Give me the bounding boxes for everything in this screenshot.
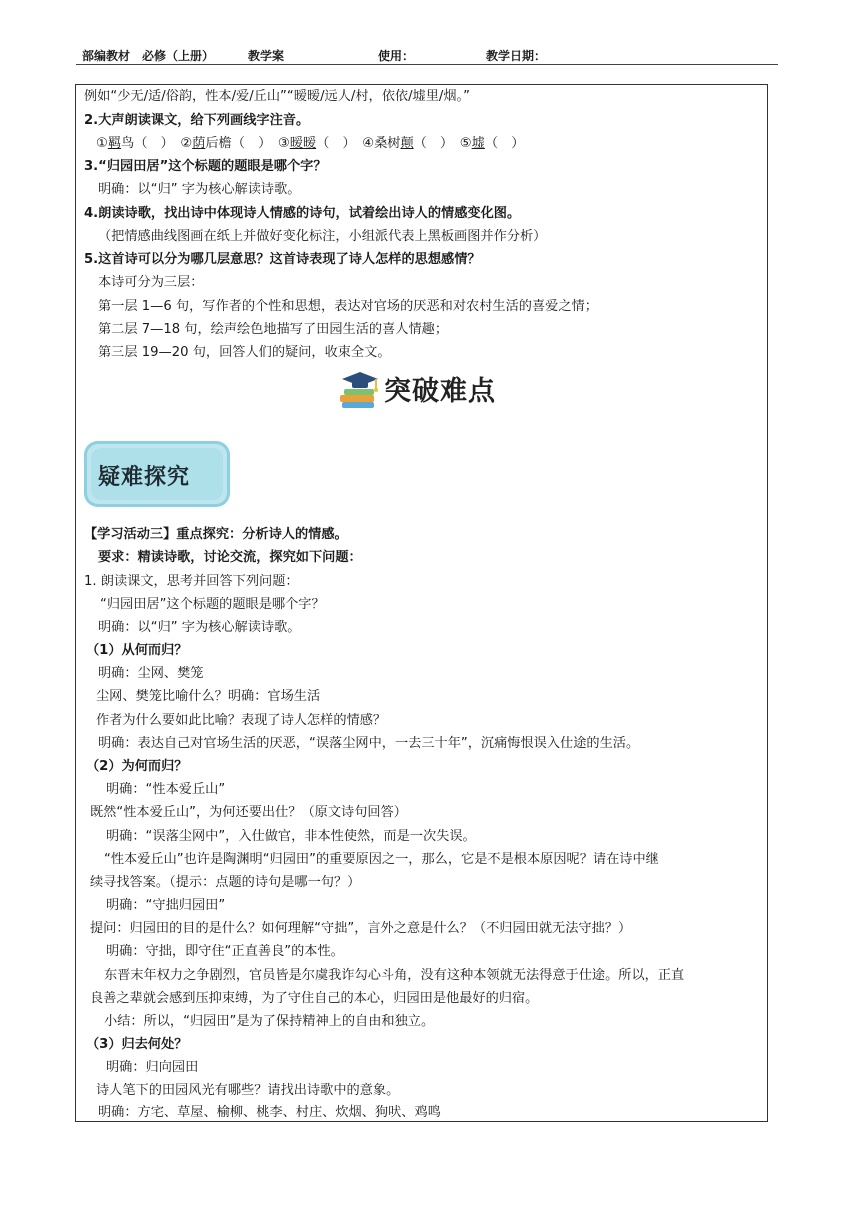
- part-1-answer: 明确：以“归” 字为核心解读诗歌。: [98, 620, 301, 635]
- header-rule: [76, 64, 778, 65]
- activity-3-title: 【学习活动三】重点探究：分析诗人的情感。: [84, 527, 348, 542]
- section-2-answer-2: 明确：“误落尘网中”，入仕做官，非本性使然，而是一次失误。: [106, 829, 476, 844]
- page-header: [82, 44, 778, 64]
- header-book: 部编教材: [82, 49, 131, 63]
- section-2-question-3-line-1: “性本爱丘山”也许是陶渊明“归园田”的重要原因之一，那么，它是不是根本原因呢？请在诗中继: [104, 852, 659, 867]
- part-1: 1. 朗读课文，思考并回答下列问题：: [84, 574, 299, 589]
- question-5-answer-a: 本诗可分为三层：: [98, 275, 204, 290]
- section-2-paragraph-line-1: 东晋末年权力之争剧烈，官员皆是尔虞我诈勾心斗角，没有这种本领就无法得意于仕途。所以，正直: [104, 968, 685, 983]
- section-1-answer-3: 明确：表达自己对官场生活的厌恶，“误落尘网中，一去三十年”，沉痛悔恨误入仕途的生活。: [98, 736, 640, 751]
- question-2: 2.大声朗读课文，给下列画线字注音。: [84, 113, 310, 128]
- section-3-question-2: 诗人笔下的田园风光有哪些？请找出诗歌中的意象。: [96, 1083, 400, 1098]
- question-2-options: ①羁鸟（ ） ②荫后檐（ ） ③暧暧（ ） ④桑树颠（ ） ⑤墟（ ）: [96, 136, 525, 151]
- question-3-answer: 明确：以“归” 字为核心解读诗歌。: [98, 182, 301, 197]
- section-1-answer: 明确：尘网、樊笼: [98, 666, 204, 681]
- section-2-paragraph-line-2: 良善之辈就会感到压抑束缚，为了守住自己的本心，归园田是他最好的归宿。: [90, 991, 539, 1006]
- section-1-title: （1）从何而归？: [86, 643, 188, 658]
- section-tag-label: 疑难探究: [98, 465, 191, 490]
- part-1-question: “归园田居”这个标题的题眼是哪个字？: [100, 597, 325, 612]
- question-5-answer-d: 第三层 19—20 句，回答人们的疑问，收束全文。: [98, 345, 391, 360]
- section-3-title: （3）归去何处？: [86, 1037, 188, 1052]
- question-3: 3.“归园田居”这个标题的题眼是哪个字？: [84, 159, 327, 174]
- section-2-answer-3: 明确：“守拙归园田”: [106, 898, 226, 913]
- section-1-question-2: 尘网、樊笼比喻什么？明确：官场生活: [96, 689, 321, 704]
- question-5-answer-b: 第一层 1—6 句，写作者的个性和思想，表达对官场的厌恶和对农村生活的喜爱之情；: [98, 299, 598, 314]
- section-2-answer: 明确：“性本爱丘山”: [106, 782, 226, 797]
- header-doc-type: 教学案: [248, 49, 285, 63]
- header-volume: 必修（上册）: [142, 49, 215, 63]
- example-line: 例如“少无/适/俗韵，性本/爱/丘山”“暧暧/远人/村，依依/墟里/烟。”: [84, 89, 470, 104]
- activity-3-requirement: 要求：精读诗歌，讨论交流，探究如下问题：: [98, 550, 362, 565]
- section-1-question-3: 作者为什么要如此比喻？表现了诗人怎样的情感？: [96, 713, 387, 728]
- section-3-answer: 明确：归向园田: [106, 1060, 199, 1075]
- section-banner: [336, 365, 506, 413]
- section-2-question-4: 提问：归园田的目的是什么？如何理解“守拙”，言外之意是什么？（不归园田就无法守拙？）: [90, 921, 632, 936]
- header-date-label: 教学日期：: [486, 49, 547, 63]
- section-2-question-2: 既然“性本爱丘山”，为何还要出仕？（原文诗句回答）: [90, 805, 407, 820]
- header-use-label: 使用：: [378, 49, 415, 63]
- question-5: 5.这首诗可以分为哪几层意思？这首诗表现了诗人怎样的思想感情？: [84, 252, 481, 267]
- section-2-answer-4: 明确：守拙，即守住“正直善良”的本性。: [106, 944, 344, 959]
- section-2-question-3-line-2: 续寻找答案。（提示：点题的诗句是哪一句？）: [90, 875, 361, 890]
- section-tag: [84, 441, 230, 507]
- question-4: 4.朗读诗歌，找出诗中体现诗人情感的诗句，试着绘出诗人的情感变化图。: [84, 206, 521, 221]
- section-2-title: （2）为何而归？: [86, 759, 188, 774]
- section-2-summary: 小结：所以，“归园田”是为了保持精神上的自由和独立。: [104, 1014, 435, 1029]
- question-4-note: （把情感曲线图画在纸上并做好变化标注，小组派代表上黑板画图并作分析）: [98, 229, 547, 244]
- banner-title: 突破难点: [384, 376, 496, 407]
- graduation-books-icon: [336, 365, 380, 411]
- question-5-answer-c: 第二层 7—18 句，绘声绘色地描写了田园生活的喜人情趣；: [98, 322, 449, 337]
- section-3-answer-2: 明确：方宅、草屋、榆柳、桃李、村庄、炊烟、狗吠、鸡鸣: [98, 1105, 441, 1120]
